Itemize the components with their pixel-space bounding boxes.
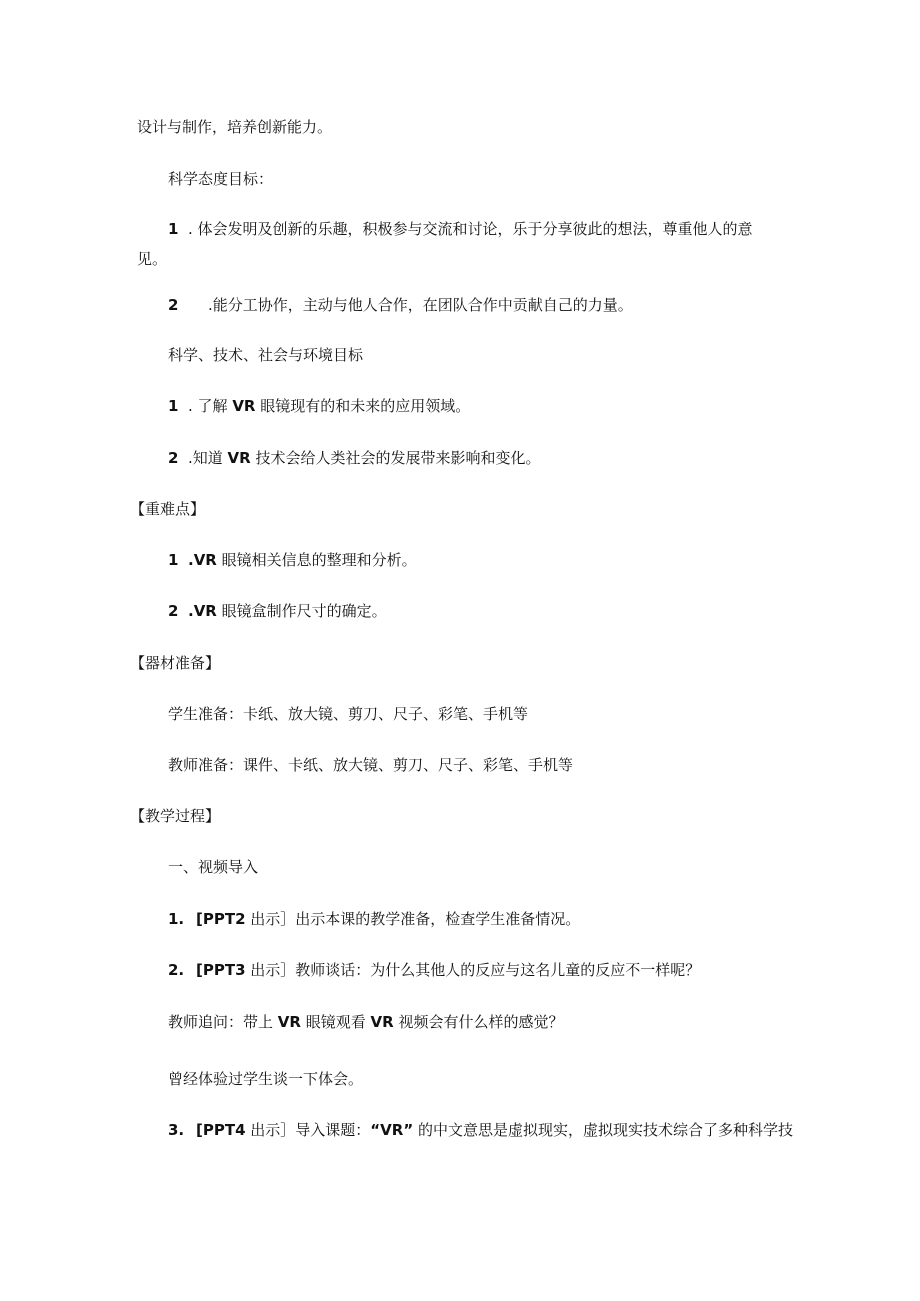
ppt-ref: [PPT2	[196, 910, 246, 928]
item-text: 曾经体验过学生谈一下体会。	[168, 1070, 364, 1088]
vr-term: VR	[370, 1013, 394, 1031]
item-text: 视频会有什么样的感觉？	[393, 1013, 564, 1031]
heading-key-points: 【重难点】	[130, 500, 206, 518]
item-text: 出示］导入课题：	[245, 1121, 371, 1139]
text-line	[137, 249, 167, 269]
item-number: 2.	[168, 961, 185, 979]
heading-materials: 【器材准备】	[130, 654, 221, 672]
list-item	[168, 550, 417, 570]
item-text: . 了解	[188, 397, 233, 415]
item-number: 3.	[168, 1121, 185, 1139]
item-text-continued: 见。	[137, 250, 168, 268]
vr-term: VR	[232, 397, 256, 415]
vr-term: “VR”	[370, 1121, 414, 1139]
section-heading	[130, 806, 220, 826]
item-text: 眼镜观看	[300, 1013, 371, 1031]
text-line	[168, 1069, 363, 1089]
item-text: . 体会发明及创新的乐趣，积极参与交流和讨论，乐于分享彼此的想法，尊重他人的意	[188, 220, 753, 238]
list-item	[168, 704, 528, 724]
item-number: 1.	[168, 910, 185, 928]
text-line	[137, 117, 332, 137]
list-item	[168, 219, 753, 239]
item-label: 学生准备	[168, 705, 229, 723]
item-text: ：课件、卡纸、放大镜、剪刀、尺子、彩笔、手机等	[228, 756, 574, 774]
text-line	[168, 1012, 563, 1032]
item-number: 1	[168, 551, 179, 569]
list-item	[168, 601, 387, 621]
item-number: 1	[168, 220, 179, 238]
item-text: 眼镜相关信息的整理和分析。	[216, 551, 417, 569]
ppt-ref: [PPT3	[196, 961, 246, 979]
list-item	[168, 448, 541, 468]
heading-attitude: 科学态度目标：	[168, 170, 274, 188]
heading-society: 科学、技术、社会与环境目标	[168, 346, 364, 364]
section-heading	[130, 499, 205, 519]
video-intro-heading: 一、视频导入	[168, 858, 259, 876]
item-text: ：卡纸、放大镜、剪刀、尺子、彩笔、手机等	[228, 705, 529, 723]
ppt-ref: [PPT4	[196, 1121, 246, 1139]
heading-process: 【教学过程】	[130, 807, 221, 825]
item-number: 2	[168, 449, 179, 467]
vr-term: VR	[277, 1013, 301, 1031]
item-text: .能分工协作，主动与他人合作，在团队合作中贡献自己的力量。	[208, 296, 633, 314]
section-heading	[168, 169, 273, 189]
subsection-heading	[168, 857, 258, 877]
item-number: 2	[168, 296, 179, 314]
item-text: 的中文意思是虚拟现实，虚拟现实技术综合了多种科学技	[413, 1121, 793, 1139]
item-label: 教师准备	[168, 756, 229, 774]
item-number: 2	[168, 602, 179, 620]
item-number: 1	[168, 397, 179, 415]
vr-term: .VR	[188, 602, 217, 620]
list-item	[168, 960, 700, 980]
section-heading	[168, 345, 363, 365]
item-text: 眼镜盒制作尺寸的确定。	[216, 602, 387, 620]
list-item	[168, 396, 470, 416]
list-item	[168, 909, 580, 929]
vr-term: .VR	[188, 551, 217, 569]
item-text: 出示］出示本课的教学准备，检查学生准备情况。	[245, 910, 581, 928]
list-item	[168, 755, 573, 775]
vr-term: VR	[227, 449, 251, 467]
item-text: 出示］教师谈话：为什么其他人的反应与这名儿童的反应不一样呢？	[245, 961, 701, 979]
item-text: .知道	[188, 449, 228, 467]
item-text: 眼镜现有的和未来的应用领域。	[255, 397, 471, 415]
item-text: 技术会给人类社会的发展带来影响和变化。	[250, 449, 541, 467]
continued-text: 设计与制作，培养创新能力。	[137, 118, 333, 136]
list-item	[168, 295, 633, 315]
item-text: 教师追问：带上	[168, 1013, 278, 1031]
list-item	[168, 1120, 793, 1140]
section-heading	[130, 653, 220, 673]
